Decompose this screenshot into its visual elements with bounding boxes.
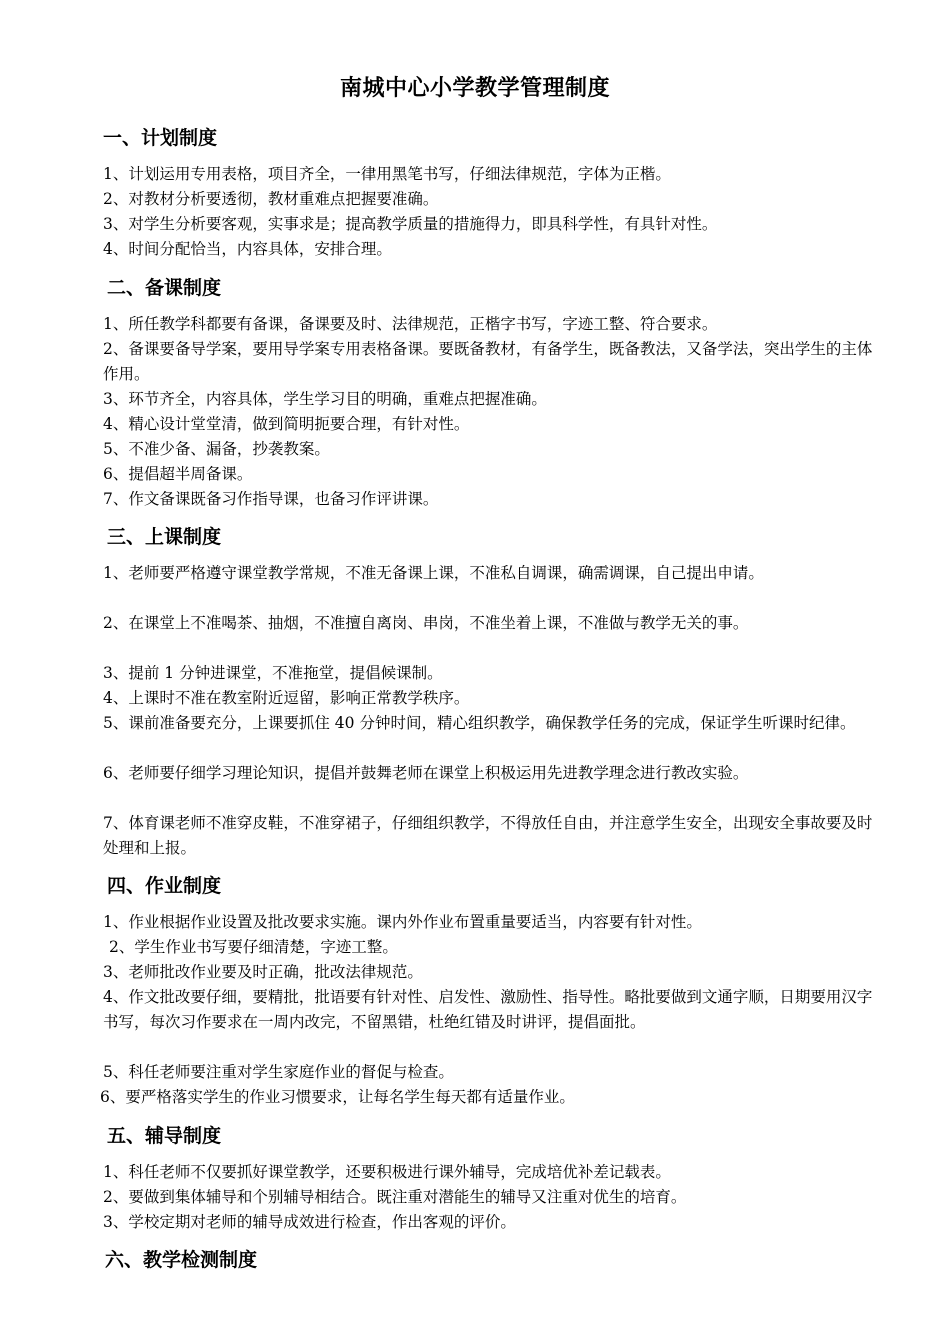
list-item: 4、精心设计堂堂清，做到简明扼要合理，有针对性。 — [103, 415, 470, 433]
list-item: 2、在课堂上不准喝茶、抽烟，不准擅自离岗、串岗，不准坐着上课，不准做与教学无关的事。 — [103, 614, 749, 632]
list-item: 6、老师要仔细学习理论知识，提倡并鼓舞老师在课堂上积极运用先进教学理念进行教改实验。 — [103, 764, 749, 782]
section-heading: 六、教学检测制度 — [105, 1249, 258, 1271]
section-heading: 二、备课制度 — [107, 277, 222, 299]
section-heading: 四、作业制度 — [107, 875, 222, 897]
list-item: 3、提前 1 分钟进课堂，不准拖堂，提倡候课制。 — [103, 664, 443, 682]
list-item: 1、作业根据作业设置及批改要求实施。课内外作业布置重量要适当，内容要有针对性。 — [103, 913, 702, 931]
section-heading: 三、上课制度 — [107, 526, 222, 548]
list-item: 1、老师要严格遵守课堂教学常规，不准无备课上课，不准私自调课，确需调课，自己提出申请。 — [103, 564, 764, 582]
list-item: 7、作文备课既备习作指导课，也备习作评讲课。 — [103, 490, 439, 508]
list-item: 2、要做到集体辅导和个别辅导相结合。既注重对潜能生的辅导又注重对优生的培育。 — [103, 1188, 687, 1206]
list-item: 3、学校定期对老师的辅导成效进行检查，作出客观的评价。 — [103, 1213, 516, 1231]
list-item: 3、环节齐全，内容具体，学生学习目的明确，重难点把握准确。 — [103, 390, 547, 408]
list-item: 6、提倡超半周备课。 — [103, 465, 253, 483]
list-item: 4、时间分配恰当，内容具体，安排合理。 — [103, 240, 392, 258]
list-item: 7、体育课老师不准穿皮鞋，不准穿裙子，仔细组织教学，不得放任自由，并注意学生安全，出现安全事故要及时处理和上报。 — [103, 814, 873, 857]
list-item: 1、计划运用专用表格，项目齐全，一律用黑笔书写，仔细法律规范，字体为正楷。 — [103, 165, 671, 183]
list-item: 2、学生作业书写要仔细清楚，字迹工整。 — [109, 938, 398, 956]
document-title: 南城中心小学教学管理制度 — [339, 76, 610, 101]
list-item: 2、备课要备导学案，要用导学案专用表格备课。要既备教材，有备学生，既备教法，又备学法，突出学生的主体作用。 — [103, 340, 873, 383]
list-item: 1、科任老师不仅要抓好课堂教学，还要积极进行课外辅导，完成培优补差记载表。 — [103, 1163, 671, 1181]
list-item: 5、不准少备、漏备，抄袭教案。 — [103, 440, 330, 458]
list-item: 3、对学生分析要客观，实事求是；提高教学质量的措施得力，即具科学性，有具针对性。 — [103, 215, 718, 233]
section-heading: 一、计划制度 — [103, 127, 218, 149]
list-item: 3、老师批改作业要及时正确，批改法律规范。 — [103, 963, 423, 981]
list-item: 5、科任老师要注重对学生家庭作业的督促与检查。 — [103, 1063, 454, 1081]
list-item: 1、所任教学科都要有备课，备课要及时、法律规范，正楷字书写，字迹工整、符合要求。 — [103, 315, 718, 333]
list-item: 6、要严格落实学生的作业习惯要求，让每名学生每天都有适量作业。 — [100, 1088, 575, 1106]
list-item: 4、上课时不准在教室附近逗留，影响正常教学秩序。 — [103, 689, 470, 707]
section-heading: 五、辅导制度 — [107, 1125, 222, 1147]
list-item: 4、作文批改要仔细，要精批，批语要有针对性、启发性、激励性、指导性。略批要做到文通字顺，日期要用汉字书写，每次习作要求在一周内改完，不留黑错，杜绝红错及时讲评，提倡面批。 — [103, 988, 873, 1031]
list-item: 5、课前准备要充分，上课要抓住 40 分钟时间，精心组织教学，确保教学任务的完成，保证学生听课时纪律。 — [103, 714, 856, 732]
list-item: 2、对教材分析要透彻，教材重难点把握要准确。 — [103, 190, 439, 208]
